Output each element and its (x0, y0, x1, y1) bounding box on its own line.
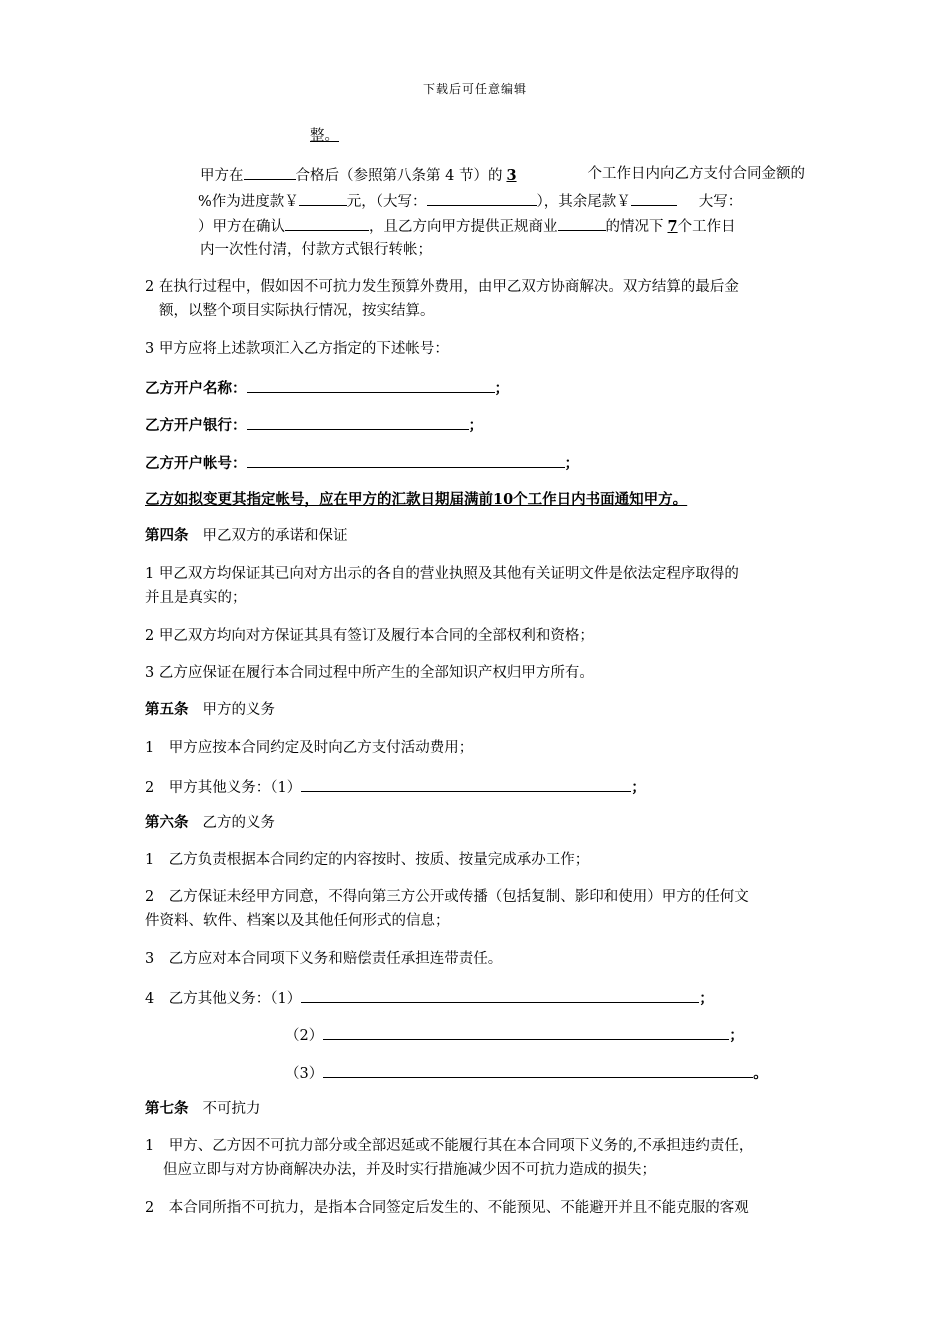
article-5-item-2: 2 甲方其他义务：（1） ； (145, 776, 646, 798)
article-4-item-1b: 并且是真实的； (145, 590, 247, 606)
article-7-item-1a: 1 甲方、乙方因不可抗力部分或全部迟延或不能履行其在本合同项下义务的,不承担违约责任， (145, 1138, 754, 1154)
article-4-item-1a: 1 甲乙双方均保证其已向对方出示的各自的营业执照及其他有关证明文件是依法定程序取得的 (145, 566, 739, 582)
article-7-item-2: 2 本合同所指不可抗力，是指本合同签定后发生的、不能预见、不能避开并且不能克服的客观 (145, 1200, 749, 1216)
page-header: 下载后可任意编辑 (422, 82, 527, 96)
article-4-item-3: 3 乙方应保证在履行本合同过程中所产生的全部知识产权归甲方所有。 (145, 665, 594, 681)
article-6-item-2a: 2 乙方保证未经甲方同意，不得向第三方公开或传播（包括复制、影印和使用）甲方的任何文 (145, 889, 749, 905)
amount-line (150, 126, 351, 146)
article-6-item-1: 1 乙方负责根据本合同约定的内容按时、按质、按量完成承办工作； (145, 852, 590, 868)
article-6-item-4-3: （3） 。 (285, 1062, 768, 1084)
payment-line-3: ）甲方在确认 ，且乙方向甲方提供正规商业 的情况下 7个工作日 (198, 215, 804, 237)
clause-2-line-1: 2 在执行过程中，假如因不可抗力发生预算外费用，由甲乙双方协商解决。双方结算的最后金 (145, 279, 739, 295)
article-4-item-2: 2 甲乙双方均向对方保证其具有签订及履行本合同的全部权利和资格； (145, 628, 594, 644)
article-7-heading: 第七条 不可抗力 (145, 1100, 261, 1117)
article-6-heading: 第六条 乙方的义务 (145, 814, 275, 831)
amount-blank: 整。 (310, 128, 339, 144)
payment-line-2: %作为进度款￥ 元，（大写： ），其余尾款￥ 大写： (198, 190, 804, 212)
account-change-notice: 乙方如拟变更其指定帐号，应在甲方的汇款日期届满前10个工作日内书面通知甲方。 (145, 491, 688, 508)
article-6-item-4-1: 4 乙方其他义务：（1） ； (145, 987, 714, 1009)
article-7-item-1b: 但应立即与对方协商解决办法，并及时实行措施减少因不可抗力造成的损失； (163, 1162, 656, 1178)
article-5-heading: 第五条 甲方的义务 (145, 701, 275, 718)
clause-3: 3 甲方应将上述款项汇入乙方指定的下述帐号： (145, 341, 449, 357)
article-6-item-2b: 件资料、软件、档案以及其他任何形式的信息； (145, 913, 450, 929)
clause-2-line-2: 额，以整个项目实际执行情况，按实结算。 (159, 303, 435, 319)
article-6-item-3: 3 乙方应对本合同项下义务和赔偿责任承担连带责任。 (145, 951, 503, 967)
payment-line-1: 甲方在 合格后（参照第八条第 4 节）的 3 个工作日内向乙方支付合同金额的 (200, 166, 805, 184)
article-4-heading: 第四条 甲乙双方的承诺和保证 (145, 527, 348, 544)
article-6-item-4-2: （2） ； (285, 1024, 744, 1046)
account-number-row: 乙方开户帐号： ； (145, 452, 579, 474)
article-5-item-1: 1 甲方应按本合同约定及时向乙方支付活动费用； (145, 740, 474, 756)
payment-line-4: 内一次性付清，付款方式银行转帐； (200, 242, 432, 258)
account-bank-row: 乙方开户银行： ； (145, 414, 483, 436)
account-name-row: 乙方开户名称： ； (145, 377, 509, 399)
